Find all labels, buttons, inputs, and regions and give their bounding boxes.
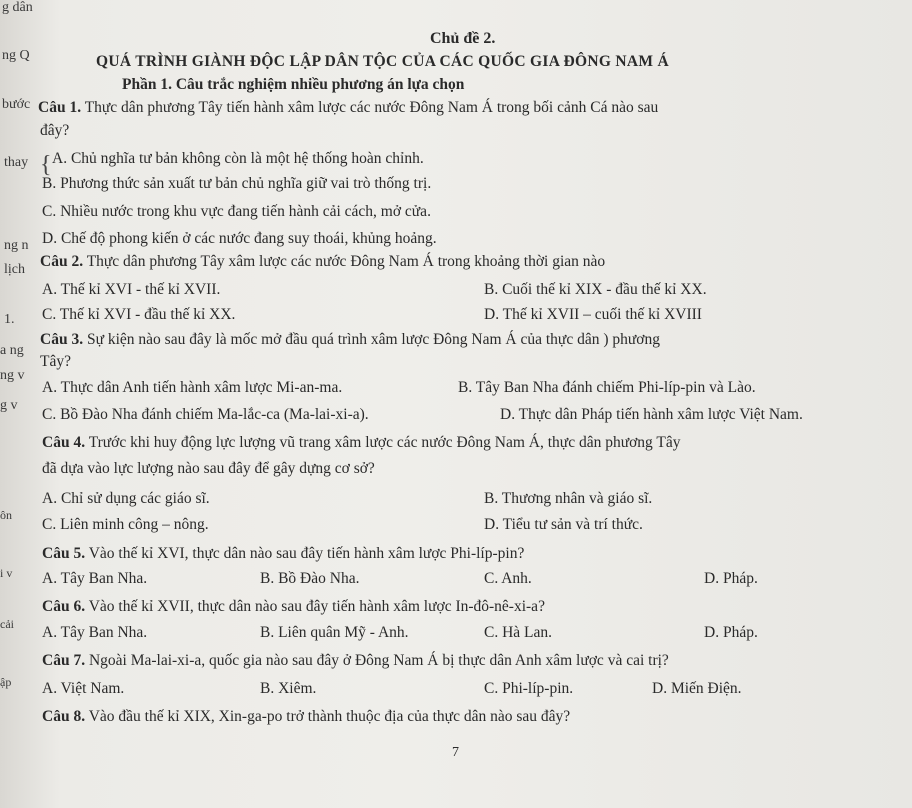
question-6: [42, 598, 545, 616]
question-8: [42, 708, 570, 726]
option-b: B. Xiêm.: [260, 680, 317, 697]
question-label: Câu 1.: [38, 99, 82, 116]
option-d: D. Tiểu tư sản và trí thức.: [484, 516, 643, 533]
option-d: D. Pháp.: [704, 570, 758, 587]
question-text: Sự kiện nào sau đây là mốc mở đầu quá trình xâm lược Đông Nam Á của thực dân ) phương: [86, 331, 660, 348]
page-number: 7: [452, 745, 459, 760]
option-c: C. Phi-líp-pin.: [484, 680, 574, 697]
question-label: Câu 5.: [42, 545, 86, 562]
option-c: C. Liên minh công – nông.: [42, 516, 209, 533]
question-text: Vào thế kỉ XVII, thực dân nào sau đây tiến hành xâm lược In-đô-nê-xi-a?: [88, 598, 545, 615]
option-c: C. Bồ Đào Nha đánh chiếm Ma-lắc-ca (Ma-lai-xi-a).: [42, 406, 369, 423]
question-text-continued: đây?: [40, 122, 70, 139]
margin-fragment: ng Q: [2, 48, 30, 63]
question-7: [42, 652, 669, 670]
option-b: B. Phương thức sản xuất tư bản chủ nghĩa giữ vai trò thống trị.: [42, 175, 432, 192]
margin-fragment: g v: [0, 398, 18, 413]
question-label: Câu 4.: [42, 434, 86, 451]
margin-fragment: bước: [2, 97, 31, 112]
margin-fragment: i v: [0, 566, 13, 580]
option-a: A. Chủ nghĩa tư bản không còn là một hệ thống hoàn chỉnh.: [52, 150, 424, 167]
margin-fragment: ng n: [4, 238, 29, 253]
question-text: Thực dân phương Tây tiến hành xâm lược các nước Đông Nam Á trong bối cảnh Cá nào sau: [84, 99, 659, 116]
option-a: A. Chỉ sử dụng các giáo sĩ.: [42, 490, 210, 507]
brace-mark: {: [40, 152, 52, 178]
option-b: B. Tây Ban Nha đánh chiếm Phi-líp-pin và Lào.: [458, 379, 756, 396]
option-a: A. Tây Ban Nha.: [42, 624, 148, 641]
option-b: B. Thương nhân và giáo sĩ.: [484, 490, 653, 507]
question-text: Thực dân phương Tây xâm lược các nước Đông Nam Á trong khoảng thời gian nào: [86, 253, 606, 270]
question-text: Vào thế kỉ XVI, thực dân nào sau đây tiến hành xâm lược Phi-líp-pin?: [88, 545, 525, 562]
question-label: Câu 3.: [40, 331, 84, 348]
option-a: A. Thực dân Anh tiến hành xâm lược Mi-an-ma.: [42, 379, 343, 396]
option-a: A. Việt Nam.: [42, 680, 125, 697]
chapter-heading: QUÁ TRÌNH GIÀNH ĐỘC LẬP DÂN TỘC CỦA CÁC QUỐC GIA ĐÔNG NAM Á: [96, 53, 670, 70]
option-b: B. Bồ Đào Nha.: [260, 570, 360, 587]
option-b: B. Liên quân Mỹ - Anh.: [260, 624, 409, 641]
question-1: [38, 99, 658, 117]
question-3: [40, 331, 660, 349]
option-d: D. Miến Điện.: [652, 680, 742, 697]
question-label: Câu 2.: [40, 253, 84, 270]
margin-fragment: lịch: [4, 262, 25, 277]
margin-fragment: cải: [0, 617, 14, 631]
question-label: Câu 8.: [42, 708, 86, 725]
option-b: B. Cuối thế kỉ XIX - đầu thế kỉ XX.: [484, 281, 707, 298]
question-text: Ngoài Ma-lai-xi-a, quốc gia nào sau đây ở Đông Nam Á bị thực dân Anh xâm lược và cai trị?: [88, 652, 669, 669]
option-a: A. Thế kỉ XVI - thế kỉ XVII.: [42, 281, 221, 298]
option-d: D. Thực dân Pháp tiến hành xâm lược Việt Nam.: [500, 406, 803, 423]
margin-fragment: ập: [0, 675, 12, 689]
margin-fragment: 1.: [4, 312, 15, 327]
question-label: Câu 6.: [42, 598, 86, 615]
option-c: C. Nhiều nước trong khu vực đang tiến hành cải cách, mở cửa.: [42, 203, 431, 220]
question-text: Trước khi huy động lực lượng vũ trang xâm lược các nước Đông Nam Á, thực dân phương Tây: [88, 434, 681, 451]
margin-fragment: thay: [4, 155, 29, 170]
option-d: D. Pháp.: [704, 624, 758, 641]
question-text: Vào đầu thế kỉ XIX, Xin-ga-po trở thành thuộc địa của thực dân nào sau đây?: [88, 708, 571, 725]
question-4: [42, 434, 681, 452]
margin-fragment: a ng: [0, 343, 24, 358]
option-c: C. Thế kỉ XVI - đầu thế kỉ XX.: [42, 306, 236, 323]
document-title: Chủ đề 2.: [430, 30, 496, 47]
option-d: D. Chế độ phong kiến ở các nước đang suy thoái, khủng hoảng.: [42, 230, 437, 247]
option-c: C. Hà Lan.: [484, 624, 553, 641]
margin-fragment: ng v: [0, 368, 25, 383]
option-a: A. Tây Ban Nha.: [42, 570, 148, 587]
question-2: [40, 253, 605, 271]
option-d: D. Thế kỉ XVII – cuối thế kỉ XVIII: [484, 306, 702, 323]
part-heading: Phần 1. Câu trắc nghiệm nhiều phương án lựa chọn: [122, 76, 465, 93]
question-5: [42, 545, 524, 563]
question-text-continued: đã dựa vào lực lượng nào sau đây để gây dựng cơ sở?: [42, 460, 375, 477]
question-text-continued: Tây?: [40, 353, 71, 370]
margin-fragment: g dân: [2, 0, 33, 15]
question-label: Câu 7.: [42, 652, 86, 669]
margin-fragment: ôn: [0, 508, 12, 522]
option-c: C. Anh.: [484, 570, 532, 587]
